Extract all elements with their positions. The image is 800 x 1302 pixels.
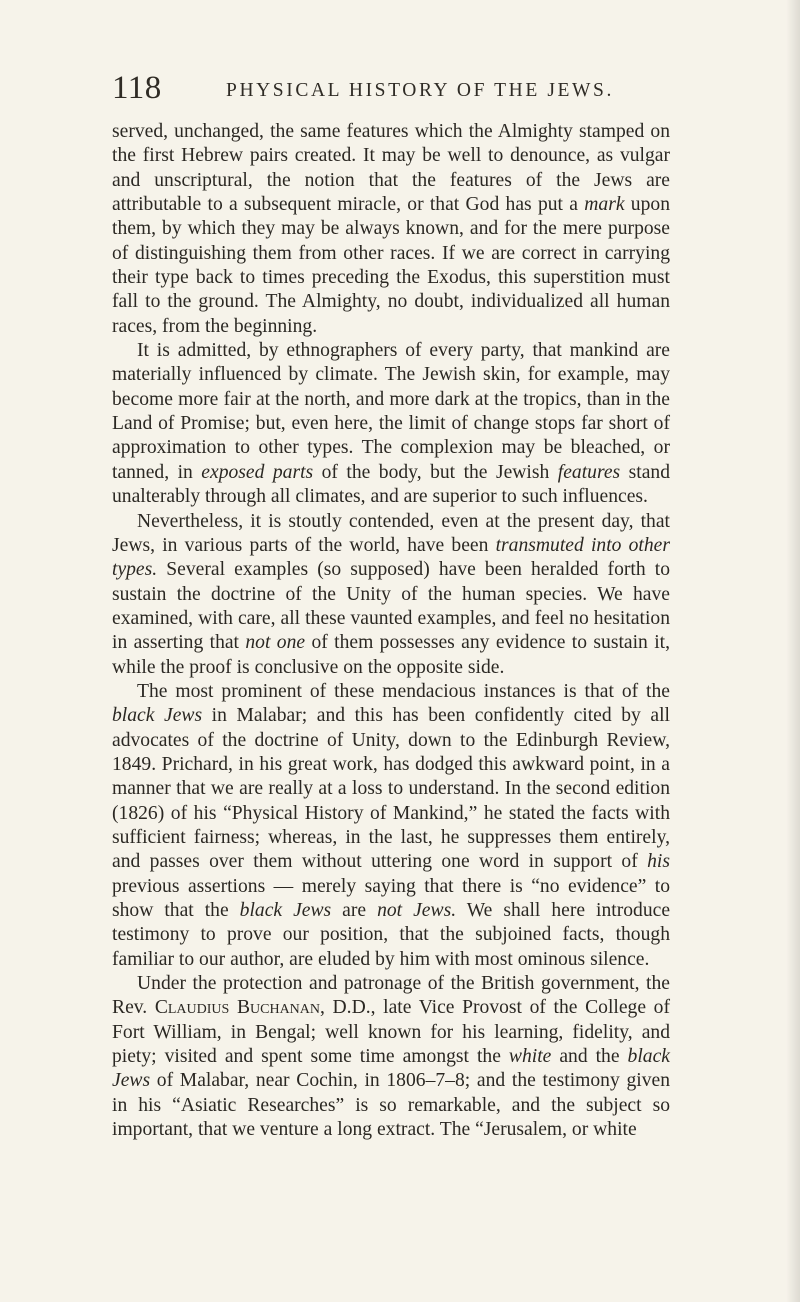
paragraph	[112, 510, 670, 680]
italic-text: black Jews	[239, 900, 332, 921]
text-run: previous assertions — merely saying that there is “no evidence” to show that the	[112, 875, 670, 921]
page-edge-shadow	[786, 0, 800, 1302]
italic-text: transmuted into other types.	[112, 534, 670, 581]
paragraph	[112, 120, 670, 339]
italic-text: black Jews	[112, 1046, 670, 1092]
text-run: , D.D., late Vice Provost of the College of Fort William, in Bengal; well known for his learning, fidelity, and piety; visited and spent some time amongst the	[112, 997, 670, 1068]
text-run: and the	[551, 1046, 628, 1068]
running-title: PHYSICAL HISTORY OF THE JEWS.	[226, 80, 614, 101]
paragraph	[112, 972, 670, 1142]
paragraph	[112, 680, 670, 972]
italic-text: white	[508, 1046, 552, 1068]
text-run: Nevertheless, it is stoutly contended, even at the present day, that Jews, in various parts of the world, have been	[112, 510, 670, 556]
italic-text: features	[557, 461, 621, 483]
text-run: We shall here introduce testimony to prove our position, that the subjoined facts, though familiar to our author, are eluded by him with most ominous silence.	[112, 900, 671, 970]
text-run: are	[331, 900, 378, 921]
text-run: stand unalterably through all climates, and are superior to such influences.	[112, 461, 670, 508]
text-run: served, unchanged, the same features which the Almighty stamped on the first Hebrew pairs created. It may be well to denounce, as vulgar and unscriptural, the notion that the features of the Jews are attributable to a subsequent miracle, or that God has put a	[112, 121, 670, 216]
italic-text: his	[647, 851, 670, 873]
text-run: of Malabar, near Cochin, in 1806–7–8; and the testimony given in his “Asiatic Researches” is so remarkable, and the subject so important, that we venture a long extract. The “Jerusalem, or white	[112, 1070, 670, 1141]
paragraph	[112, 339, 670, 509]
text-run: of the body, but the Jewish	[313, 461, 558, 483]
text-run: Several examples (so supposed) have been heralded forth to sustain the doctrine of the Unity of the human species. We have examined, with care, all these vaunted examples, and feel no hesitation in asserting that	[112, 559, 670, 654]
body-text	[112, 120, 670, 1142]
italic-text: exposed parts	[201, 461, 314, 483]
text-run: Under the protection and patronage of the British government, the Rev.	[112, 973, 670, 1019]
text-run: upon them, by which they may be always known, and for the mere purpose of distinguishing them from other races. If we are correct in carrying their type back to times preceding the Exodus, this superstition must fall to the ground. The Almighty, no doubt, individualized all human races, from the beginning.	[112, 194, 670, 337]
italic-text: not Jews.	[377, 900, 457, 921]
page-number: 118	[112, 70, 162, 106]
italic-text: black Jews	[112, 705, 203, 727]
text-run: The most prominent of these mendacious instances is that of the	[137, 680, 670, 702]
italic-text: not one	[245, 632, 306, 654]
small-caps-name: Claudius Buchanan	[154, 997, 321, 1019]
text-run: It is admitted, by ethnographers of every party, that mankind are materially influenced by climate. The Jewish skin, for example, may become more fair at the north, and more dark at the tropics, than in the Land of Promise; but, even here, the limit of change stops far short of approximation to other types. The complexion may be bleached, or tanned, in	[112, 340, 670, 483]
text-run: of them possesses any evidence to sustain it, while the proof is conclusive on the opposite side.	[112, 632, 670, 678]
running-head	[112, 72, 670, 116]
text-run: in Malabar; and this has been confidently cited by all advocates of the doctrine of Unity, down to the Edinburgh Review, 1849. Prichard, in his great work, has dodged this awkward point, in a manner that we are really at a loss to understand. In the second edition (1826) of his “Physical History of Mankind,” he stated the facts with sufficient fairness; whereas, in the last, he suppresses them entirely, and passes over them without uttering one word in support of	[112, 705, 670, 873]
italic-text: mark	[584, 194, 625, 216]
